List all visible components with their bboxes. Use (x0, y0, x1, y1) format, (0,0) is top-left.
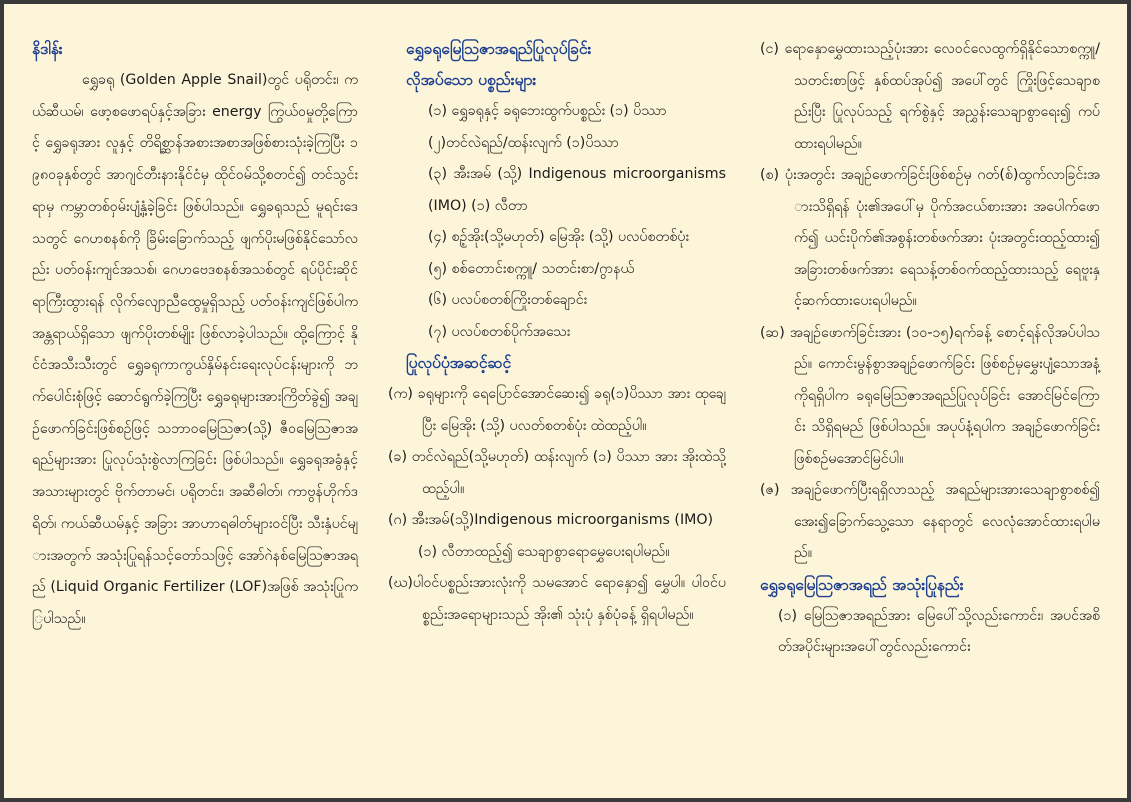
brochure-page (4, 4, 1127, 798)
procedure-step: (ဇ) အချဉ်ဖောက်ပြီးရရှိလာသည့် အရည်များအားသေချာစွာစစ်၍ အေး၍ခြောက်သွေ့သော နေရာတွင် လေလုံအောင်ထားရပါမည်။ (760, 482, 1100, 561)
usage-item: (၁) မြေဩဇာအရည်အား မြေပေါ်သို့လည်းကောင်း၊ အပင်အစိတ်အပိုင်းများအပေါ်တွင်လည်းကောင်း (778, 607, 1100, 655)
materials-item: (၇) ပလပ်စတစ်ပိုက်အသေး (428, 323, 571, 340)
materials-item: (၂)တင်လဲရည်/ထန်းလျက် (၁)ပိဿာ (428, 134, 619, 151)
procedure-step: (ဃ)ပါဝင်ပစ္စည်းအားလုံးကို သမအောင် ရောနှော၍ မွှေပါ။ ပါဝင်ပစ္စည်းအရောများသည် အိုး၏ သုံးပုံ နှစ်ပုံခန့် ရှိရပါမည်။ (388, 575, 726, 623)
materials-item: (၅) စစ်တောင်းစက္ကူ/ သတင်းစာ/ဂွာနယ် (428, 260, 635, 277)
materials-item: (၃) အီးအမ် (သို့) Indigenous microorganisms (IMO) (၁) လီတာ (428, 166, 726, 214)
column-preparation (388, 34, 726, 631)
procedure-heading: ပြုလုပ်ပုံအဆင့်ဆင့် (406, 354, 512, 372)
introduction-paragraph: ရွှေခရု (Golden Apple Snail)တွင် ပရိုတင်း၊ ကယ်ဆီယမ်၊ ဖော့စဖောရပ်နှင့်အခြား energy ကြွယ်ဝမှုတို့ကြောင့် ရွှေခရုအား လူနှင့် တိရိစ္ဆာန်အစားအစာအဖြစ်စားသုံးခဲ့ကြပြီး ၁၉၈၀ခုနှစ်တွင် အာဂျင်တီးနားနိုင်ငံမှ ထိုင်ဝမ်သို့စတင်၍ တင်သွင်းရာမှ ကမ္ဘာတစ်ဝှမ်းပျံ့နှံ့ခဲ့ခြင်း ဖြစ်ပါသည်။ ရွှေခရုသည် မူရင်းဒေသတွင် ဂေဟစနစ်ကို ခြိမ်းခြောက်သည့် ဖျက်ပိုးမဖြစ်နိုင်သော်လည်း ပတ်ဝန်းကျင်အသစ်၊ ဂေဟဗေဒစနစ်အသစ်တွင် ရပ်ပိုင်းဆိုင်ရာကြီးထွားရန် လိုက်လျောညီထွေမှုရှိသည့် ပတ်ဝန်းကျင်ဖြစ်ပါက အန္တရာယ်ရှိသော ဖျက်ပိုးတစ်မျိုး ဖြစ်လာခဲ့ပါသည်။ ထို့ကြောင့် နိုင်ငံအသီးသီးတွင် ရွှေခရုကာကွယ်နှိမ်နင်းရေးလုပ်ငန်းများကို ဘက်ပေါင်းစုံဖြင့် ဆောင်ရွက်ခဲ့ကြပြီး ရွှေခရုများအားကြိတ်ခွဲ၍ အချဉ်ဖောက်ခြင်းဖြစ်စဉ်ဖြင့် သဘာဝမြေဩဇာ(သို့) ဇီဝမြေဩဇာအရည်များအား ပြုလုပ်သုံးစွဲလာကြခြင်း ဖြစ်ပါသည်။ ရွှေခရုအခွံနှင့် အသားများတွင် ဗိုက်တာမင်၊ ပရိုတင်း၊ အဆီဓါတ်၊ ကာဗွန်ဟိုက်ဒရိတ်၊ ကယ်ဆီယမ်နှင့် အခြား အာဟာရဓါတ်များဝင်ပြီး သီးနှံပင်များအတွက် အသုံးပြုရန်သင့်တော်သဖြင့် အော်ဂဲနစ်မြေဩဇာအရည် (Liquid Organic Fertilizer (LOF)အဖြစ် အသုံးပြုကြပါသည်။ (32, 72, 358, 627)
procedure-step: (ဆ) အချဉ်ဖောက်ခြင်းအား (၁၀-၁၅)ရက်ခန့် စောင့်ရန်လိုအပ်ပါသည်။ ကောင်းမွန်စွာအချဉ်ဖောက်ခြင်း ဖြစ်စဉ်မှမွှေးပျံ့သောအနံ့ကိုရရှိပါက ခရုမြေဩဇာအရည်ပြုလုပ်ခြင်း အောင်မြင်ကြောင်း သိရှိရမည် ဖြစ်ပါသည်။ အပုပ်နံ့ရပါက အချဉ်ဖောက်ခြင်း ဖြစ်စဉ်မအောင်မြင်ပါ။ (760, 324, 1100, 467)
procedure-step: (စ) ပုံးအတွင်း အချဉ်ဖောက်ခြင်းဖြစ်စဉ်မှ ဂတ်(စ်)ထွက်လာခြင်းအားသိရှိရန် ပုံး၏အပေါ်မှ ပိုက်အငယ်စားအား အပေါက်ဖောက်၍ ယင်းပိုက်၏အစွန်းတစ်ဖက်အား ပုံးအတွင်းထည့်ထား၍ အခြားတစ်ဖက်အား ရေသန့်တစ်ဝက်ထည့်ထားသည့် ရေဗူးနှင့်ဆက်ထားပေးရပါမည်။ (760, 167, 1100, 309)
procedure-step-continued: (၁) လီတာထည့်၍ သေချာစွာရောမွှေပေးရပါမည်။ (418, 543, 670, 560)
materials-item: (၄) စဉ့်အိုး(သို့မဟုတ်) မြေအိုး (သို့) ပလပ်စတစ်ပုံး (428, 229, 689, 245)
procedure-step: (င) ရောနှောမွှေထားသည့်ပုံးအား လေဝင်လေထွက်ရှိနိုင်သောစက္ကူ/သတင်းစာဖြင့် နှစ်ထပ်အုပ်၍ အပေါ်တွင် ကြိုးဖြင့်သေချာစည်းပြီး ပြုလုပ်သည့် ရက်စွဲနှင့် အညွှန်းသေချာစွာရေး၍ ကပ်ထားရပါမည်။ (760, 41, 1100, 152)
materials-list (388, 96, 726, 348)
preparation-heading: ရွှေခရုမြေဩဇာအရည်ပြုလုပ်ခြင်း (406, 40, 592, 58)
materials-item: (၆) ပလပ်စတစ်ကြိုးတစ်ချောင်း (428, 292, 588, 308)
procedure-step: (ခ) တင်လဲရည်(သို့မဟုတ်) ထန်းလျက် (၁) ပိဿာ အား အိုးထဲသို့ ထည့်ပါ။ (388, 449, 726, 497)
procedure-step: (က) ခရုများကို ရေပြောင်အောင်ဆေး၍ ခရု(၁)ပိဿာ အား ထုချေပြီး မြေအိုး (သို့) ပလတ်စတစ်ပုံး ထဲထည့်ပါ။ (388, 386, 726, 434)
materials-item: (၁) ရွှေခရုနှင့် ခရုဘေးထွက်ပစ္စည်း (၁) ပိဿာ (428, 103, 667, 119)
materials-heading: လိုအပ်သော ပစ္စည်းများ (406, 71, 537, 89)
column-introduction (32, 34, 358, 636)
column-procedure-continued (760, 34, 1100, 664)
procedure-step: (ဂ) အီးအမ်(သို့)Indigenous microorganisms (IMO) (388, 512, 714, 528)
usage-heading: ရွှေခရုမြေဩဇာအရည် အသုံးပြုနည်း (760, 575, 964, 594)
introduction-heading: နိဒါန်း (32, 40, 63, 58)
